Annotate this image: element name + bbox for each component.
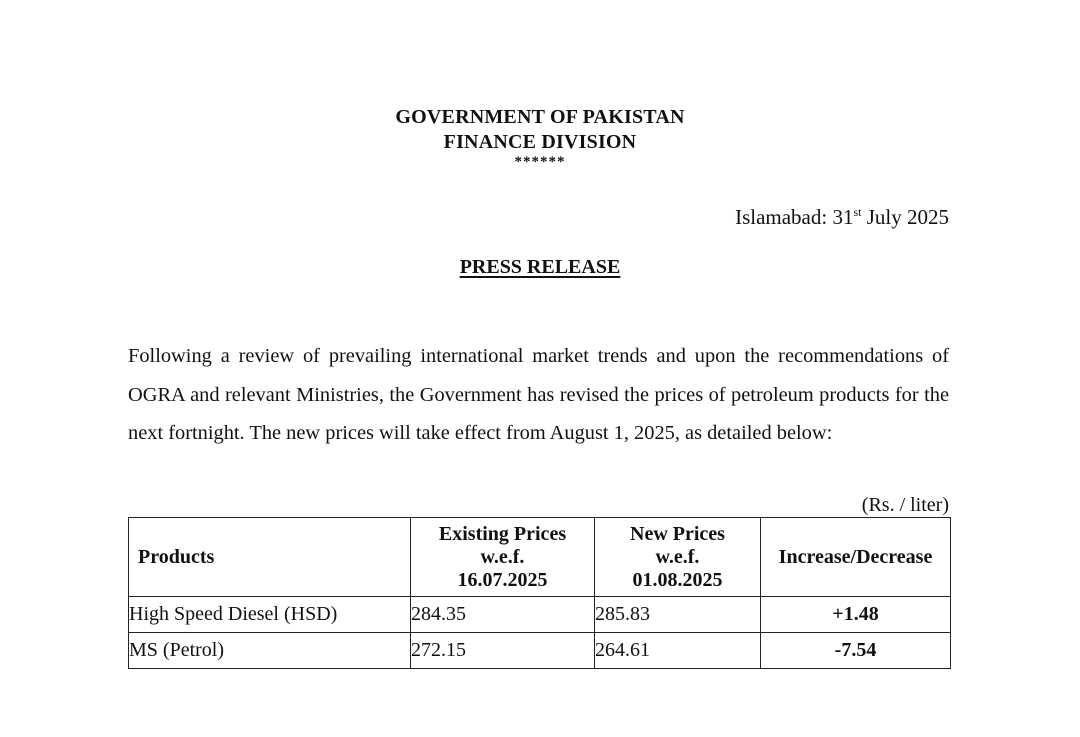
- header-existing-prices: [411, 518, 595, 597]
- row-existing-price: 284.35: [411, 597, 595, 633]
- row-change: -7.54: [761, 633, 951, 669]
- dateline-ordinal: st: [853, 205, 862, 219]
- dateline-month-year: July 2025: [861, 205, 949, 229]
- row-product: High Speed Diesel (HSD): [129, 597, 411, 633]
- row-product: MS (Petrol): [129, 633, 411, 669]
- row-new-price: 285.83: [595, 597, 761, 633]
- units-note: (Rs. / liter): [861, 494, 949, 516]
- press-release-title-wrap: [0, 256, 1080, 279]
- header-new-line3: 01.08.2025: [632, 568, 723, 591]
- separator-stars: ******: [514, 154, 566, 170]
- price-table: [128, 517, 951, 669]
- table-row: [129, 633, 951, 669]
- document-header: [0, 105, 1080, 169]
- division-heading: FINANCE DIVISION: [443, 131, 637, 153]
- header-existing-line1: Existing Prices: [438, 522, 567, 545]
- header-new-line1: New Prices: [630, 522, 725, 545]
- header-products: Products: [129, 518, 411, 597]
- row-existing-price: 272.15: [411, 633, 595, 669]
- table-row: [129, 597, 951, 633]
- dateline: [735, 204, 949, 230]
- press-release-title: PRESS RELEASE: [459, 256, 621, 278]
- header-increase-decrease: Increase/Decrease: [761, 518, 951, 597]
- header-new-line2: w.e.f.: [655, 545, 700, 568]
- header-new-prices: [595, 518, 761, 597]
- table-header-row: [129, 518, 951, 597]
- government-heading: GOVERNMENT OF PAKISTAN: [395, 106, 685, 128]
- dateline-place: Islamabad: 31: [735, 205, 854, 229]
- row-new-price: 264.61: [595, 633, 761, 669]
- body-paragraph: Following a review of prevailing international market trends and upon the recommendations of OGRA and relevant Ministries, the Government has revised the prices of petroleum products for the next fortnight. The new prices will take effect from August 1, 2025, as detailed below:: [128, 345, 949, 444]
- row-change: +1.48: [761, 597, 951, 633]
- header-existing-line3: 16.07.2025: [457, 568, 548, 591]
- header-existing-line2: w.e.f.: [480, 545, 525, 568]
